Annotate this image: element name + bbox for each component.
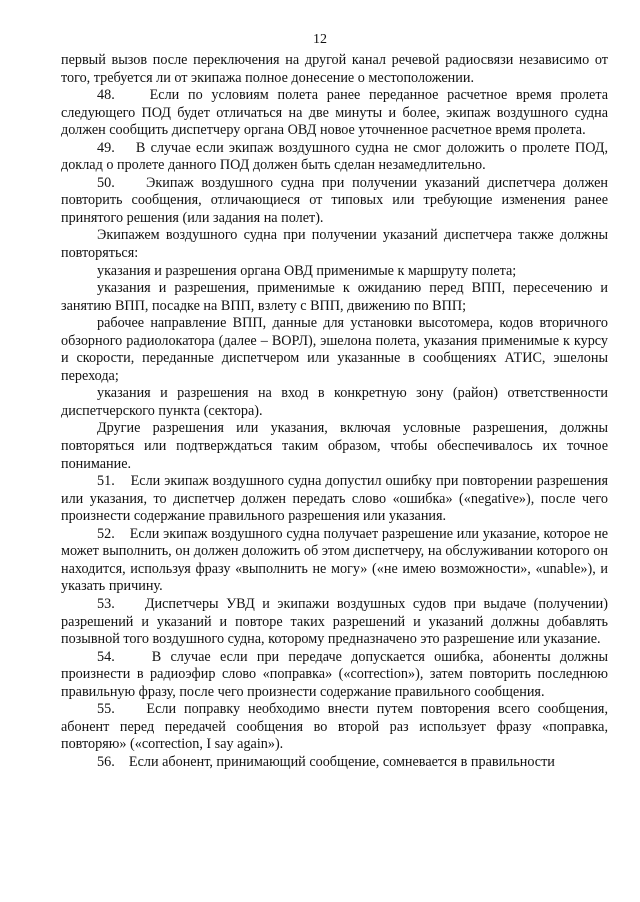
document-body — [61, 52, 608, 771]
clause-49: 49. В случае если экипаж воздушного судна не смог доложить о пролете ПОД, доклад о пролете данного ПОД должен быть сделан незамедлительно. — [61, 139, 608, 174]
page-number: 12 — [313, 32, 327, 47]
paragraph-continued: первый вызов после переключения на другой канал речевой радиосвязи независимо от того, требуется ли от экипажа полное донесение о местоположении. — [61, 52, 608, 86]
clause-50: 50. Экипаж воздушного судна при получении указаний диспетчера должен повторить сообщения, отличающиеся от типовых или требующие изменения ранее принятого решения (или задания на полет). — [61, 174, 608, 226]
clause-55: 55. Если поправку необходимо внести путем повторения всего сообщения, абонент перед передачей сообщения во второй раз использует фразу «поправка, повторяю» («correction, I say again»). — [61, 701, 608, 753]
list-item-zone-entry: указания и разрешения на вход в конкретную зону (район) ответственности диспетчерского пункта (сектора). — [61, 385, 608, 419]
clause-56: 56. Если абонент, принимающий сообщение, сомневается в правильности — [97, 753, 555, 770]
clause-53: 53. Диспетчеры УВД и экипажи воздушных судов при выдаче (получении) разрешений и указаний и повторе таких разрешений и указаний должны добавлять позывной того воздушного судна, которому предназначено это разрешение или указание. — [61, 595, 608, 648]
list-item-route-clearances: указания и разрешения органа ОВД применимые к маршруту полета; — [97, 262, 517, 279]
clause-52: 52. Если экипаж воздушного судна получает разрешение или указание, которое не может выполнить, он должен доложить об этом диспетчеру, на обслуживании которого он находится, используя фразу «выполнить не могу» («не имею возможности», «unable»), и указать причину. — [61, 525, 608, 595]
paragraph-other-clearances: Другие разрешения или указания, включая условные разрешения, должны повторяться или подтверждаться таким образом, чтобы обеспечивалось их точное понимание. — [61, 420, 608, 472]
list-item-runway-instructions: указания и разрешения, применимые к ожиданию перед ВПП, пересечению и занятию ВПП, посадке на ВПП, взлету с ВПП, движению по ВПП; — [61, 280, 608, 314]
paragraph-repeat-intro: Экипажем воздушного судна при получении указаний диспетчера также должны повторяться: — [61, 227, 608, 262]
clause-48: 48. Если по условиям полета ранее переданное расчетное время пролета следующего ПОД будет отличаться на две минуты и более, экипаж воздушного судна должен сообщить диспетчеру органа ОВД новое уточненное расчетное время пролета. — [61, 87, 608, 139]
clause-51: 51. Если экипаж воздушного судна допустил ошибку при повторении разрешения или указания, то диспетчер должен передать слово «ошибка» («negative»), после чего произнести содержание правильного разрешения или указания. — [61, 473, 608, 525]
list-item-runway-direction-data: рабочее направление ВПП, данные для установки высотомера, кодов вторичного обзорного радиолокатора (далее – ВОРЛ), эшелона полета, указания применимые к курсу и скорости, переданные диспетчером или указанные в сообщениях АТИС, эшелоны перехода; — [61, 315, 608, 384]
clause-54: 54. В случае если при передаче допускается ошибка, абоненты должны произнести в радиоэфир слово «поправка» («correction»), затем повторить последнюю правильную фразу, после чего произнести содержание правильного сообщения. — [61, 648, 608, 700]
